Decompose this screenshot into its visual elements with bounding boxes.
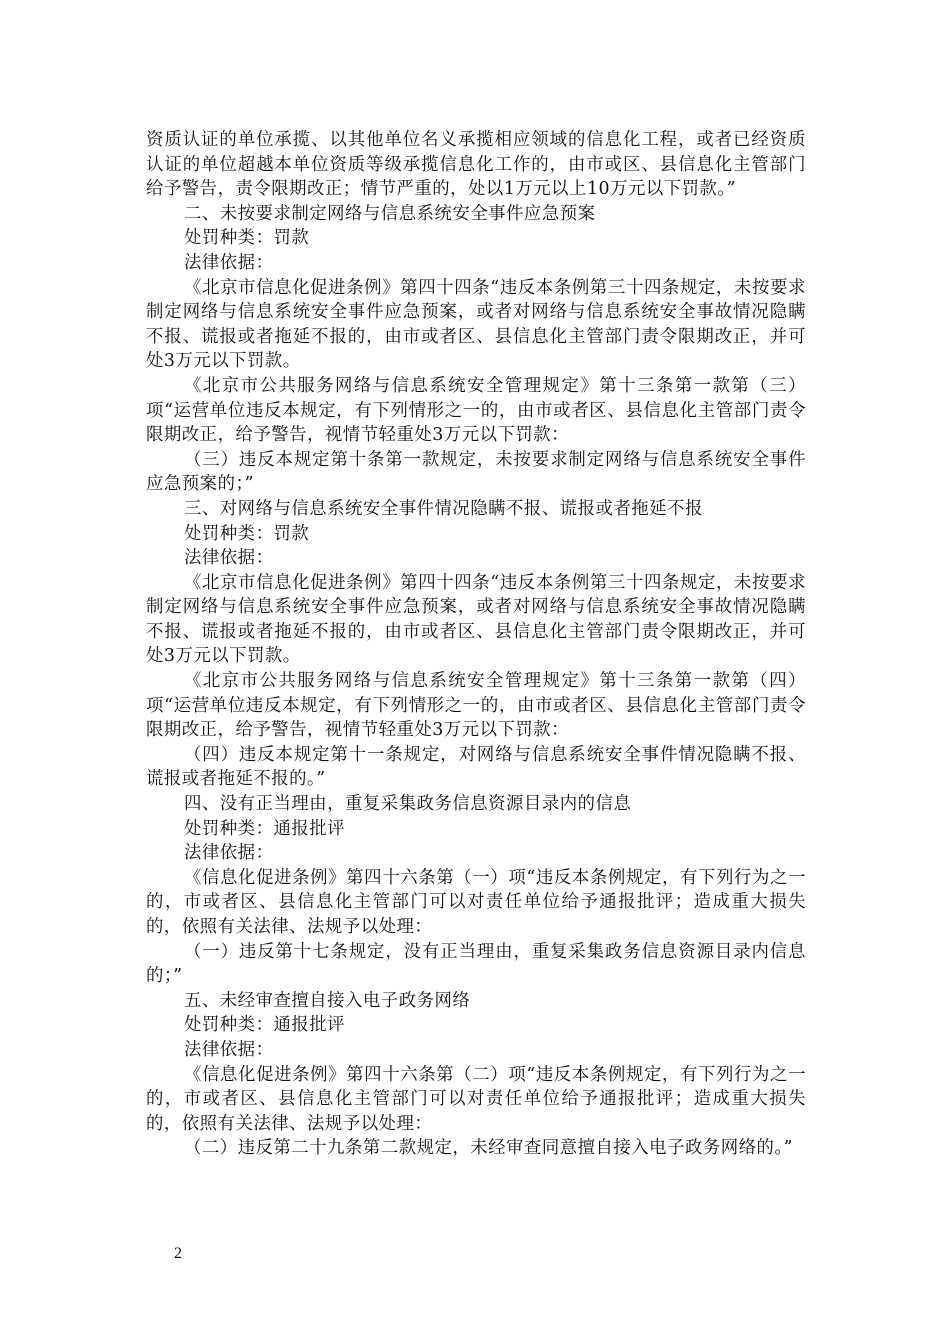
penalty-type: 处罚种类：通报批评 xyxy=(184,1015,346,1036)
paragraph: 《信息化促进条例》第四十六条第（二）项“违反本条例规定，有下列行为之一的，市或者区、县信息化主管部门可以对责任单位给予通报批评；造成重大损失的，依照有关法律、法规予以处理： xyxy=(146,1064,806,1134)
paragraph: 《信息化促进条例》第四十六条第（一）项“违反本条例规定，有下列行为之一的，市或者区、县信息化主管部门可以对责任单位给予通报批评；造成重大损失的，依照有关法律、法规予以处理： xyxy=(146,867,806,937)
legal-basis-label: 法律依据： xyxy=(184,548,274,569)
paragraph: （四）违反本规定第十一条规定，对网络与信息系统安全事件情况隐瞒不报、谎报或者拖延不报的。” xyxy=(146,744,806,790)
penalty-type: 处罚种类：罚款 xyxy=(184,523,310,544)
paragraph: 《北京市信息化促进条例》第四十四条“违反本条例第三十四条规定，未按要求制定网络与信息系统安全事件应急预案，或者对网络与信息系统安全事故情况隐瞒不报、谎报或者拖延不报的，由市或者区、县信息化主管部门责令限期改正，并可处3万元以下罚款。 xyxy=(146,277,806,372)
legal-basis-label: 法律依据： xyxy=(184,843,274,864)
paragraph: 《北京市信息化促进条例》第四十四条“违反本条例第三十四条规定，未按要求制定网络与信息系统安全事件应急预案，或者对网络与信息系统安全事故情况隐瞒不报、谎报或者拖延不报的，由市或者区、县信息化主管部门责令限期改正，并可处3万元以下罚款。 xyxy=(146,572,806,667)
section-heading: 四、没有正当理由，重复采集政务信息资源目录内的信息 xyxy=(184,794,632,815)
section-heading: 二、未按要求制定网络与信息系统安全事件应急预案 xyxy=(184,203,596,224)
section-heading: 五、未经审查擅自接入电子政务网络 xyxy=(184,990,471,1011)
paragraph: （一）违反第十七条规定，没有正当理由，重复采集政务信息资源目录内信息的；” xyxy=(146,941,806,987)
page-number: 2 xyxy=(174,1245,182,1262)
document-body xyxy=(146,128,806,1161)
paragraph: （三）违反本规定第十条第一款规定，未按要求制定网络与信息系统安全事件应急预案的；” xyxy=(146,449,806,495)
legal-basis-label: 法律依据： xyxy=(184,252,274,273)
legal-basis-label: 法律依据： xyxy=(184,1039,274,1060)
penalty-type: 处罚种类：罚款 xyxy=(184,228,310,249)
penalty-type: 处罚种类：通报批评 xyxy=(184,818,346,839)
paragraph: 《北京市公共服务网络与信息系统安全管理规定》第十三条第一款第（四）项“运营单位违反本规定，有下列情形之一的，由市或者区、县信息化主管部门责令限期改正，给予警告，视情节轻重处3万元以下罚款： xyxy=(146,671,806,741)
paragraph: （二）违反第二十九条第二款规定，未经审查同意擅自接入电子政务网络的。” xyxy=(184,1138,793,1159)
section-heading: 三、对网络与信息系统安全事件情况隐瞒不报、谎报或者拖延不报 xyxy=(184,498,703,519)
paragraph: 资质认证的单位承揽、以其他单位名义承揽相应领域的信息化工程，或者已经资质认证的单位超越本单位资质等级承揽信息化工作的，由市或区、县信息化主管部门给予警告，责令限期改正；情节严重的，处以1万元以上10万元以下罚款。” xyxy=(146,130,806,200)
paragraph: 《北京市公共服务网络与信息系统安全管理规定》第十三条第一款第（三）项“运营单位违反本规定，有下列情形之一的，由市或者区、县信息化主管部门责令限期改正，给予警告，视情节轻重处3万元以下罚款： xyxy=(146,375,806,446)
